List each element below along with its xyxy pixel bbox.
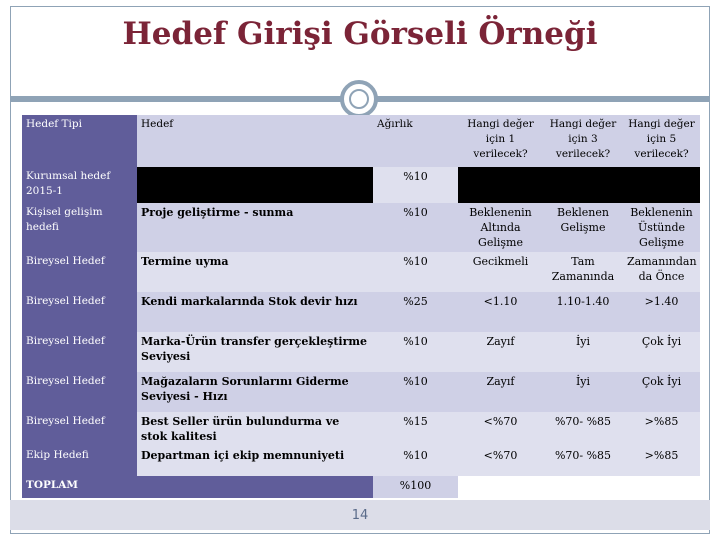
row-score1: <%70: [458, 446, 543, 476]
total-empty-2: [543, 476, 623, 498]
row-score3: Beklenen Gelişme: [543, 203, 623, 252]
row-type: Bireysel Hedef: [22, 412, 137, 446]
table-row: [22, 292, 700, 332]
row-score1: Zayıf: [458, 372, 543, 412]
row-score1: [458, 167, 543, 203]
table-row: [22, 252, 700, 292]
slide-title: Hedef Girişi Görseli Örneği: [122, 16, 598, 52]
row-score3: İyi: [543, 372, 623, 412]
table-row: [22, 412, 700, 446]
row-score1: Beklenenin Altında Gelişme: [458, 203, 543, 252]
row-score1: Gecikmeli: [458, 252, 543, 292]
total-goal-empty: [137, 476, 373, 498]
row-type: Ekip Hedefi: [22, 446, 137, 476]
table-header-row: [22, 115, 700, 167]
header-score1: Hangi değer için 1 verilecek?: [458, 115, 543, 167]
row-goal: Marka-Ürün transfer gerçekleştirme Seviyesi: [137, 332, 373, 372]
header-score5: Hangi değer için 5 verilecek?: [623, 115, 700, 167]
table-row: [22, 332, 700, 372]
row-type: Bireysel Hedef: [22, 292, 137, 332]
row-score5: >1.40: [623, 292, 700, 332]
row-weight: %10: [373, 332, 458, 372]
row-weight: %10: [373, 203, 458, 252]
table-row: [22, 372, 700, 412]
row-score5: Çok İyi: [623, 332, 700, 372]
page-number: 14: [351, 508, 369, 523]
table-total-row: [22, 476, 700, 498]
divider-circle-ornament: [340, 80, 378, 118]
row-type: Bireysel Hedef: [22, 252, 137, 292]
row-score3: %70- %85: [543, 446, 623, 476]
row-goal: Termine uyma: [137, 252, 373, 292]
row-goal: Mağazaların Sorunlarını Giderme Seviyesi - Hızı: [137, 372, 373, 412]
header-score3: Hangi değer için 3 verilecek?: [543, 115, 623, 167]
table-row: [22, 167, 700, 203]
table-row: [22, 203, 700, 252]
row-score3: Tam Zamanında: [543, 252, 623, 292]
row-goal: Kendi markalarında Stok devir hızı: [137, 292, 373, 332]
row-type: Bireysel Hedef: [22, 372, 137, 412]
row-type: Bireysel Hedef: [22, 332, 137, 372]
row-score5: [623, 167, 700, 203]
goal-entry-table: [22, 115, 700, 498]
total-empty-1: [458, 476, 543, 498]
row-type: Kurumsal hedef 2015-1: [22, 167, 137, 203]
row-weight: %15: [373, 412, 458, 446]
total-label: TOPLAM: [22, 476, 137, 498]
row-weight: %10: [373, 252, 458, 292]
row-type: Kişisel gelişim hedefi: [22, 203, 137, 252]
row-score5: >%85: [623, 446, 700, 476]
header-weight: Ağırlık: [373, 115, 458, 167]
row-score3: 1.10-1.40: [543, 292, 623, 332]
header-type: Hedef Tipi: [22, 115, 137, 167]
row-goal: [137, 167, 373, 203]
row-score5: Beklenenin Üstünde Gelişme: [623, 203, 700, 252]
row-weight: %10: [373, 167, 458, 203]
row-score5: >%85: [623, 412, 700, 446]
table-row: [22, 446, 700, 476]
row-score5: Çok İyi: [623, 372, 700, 412]
row-score1: <%70: [458, 412, 543, 446]
row-score3: İyi: [543, 332, 623, 372]
row-weight: %10: [373, 372, 458, 412]
total-weight: %100: [373, 476, 458, 498]
row-goal: Best Seller ürün bulundurma ve stok kalitesi: [137, 412, 373, 446]
row-score5: Zamanından da Önce: [623, 252, 700, 292]
row-score1: Zayıf: [458, 332, 543, 372]
row-score1: <1.10: [458, 292, 543, 332]
row-score3: %70- %85: [543, 412, 623, 446]
total-empty-3: [623, 476, 700, 498]
row-goal: Proje geliştirme - sunma: [137, 203, 373, 252]
row-weight: %10: [373, 446, 458, 476]
row-weight: %25: [373, 292, 458, 332]
row-score3: [543, 167, 623, 203]
row-goal: Departman içi ekip memnuniyeti: [137, 446, 373, 476]
header-goal: Hedef: [137, 115, 373, 167]
